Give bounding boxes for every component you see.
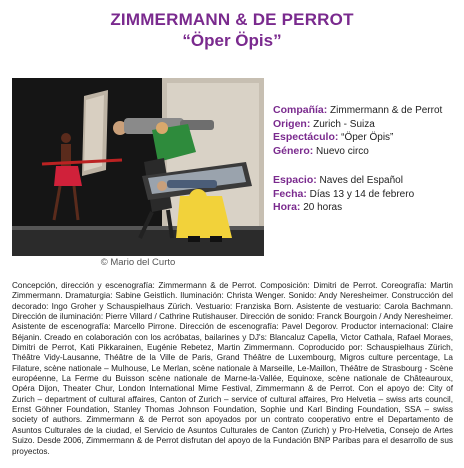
hora-label: Hora: [273,201,301,213]
espacio-value: Naves del Español [319,175,403,186]
fecha-value: Días 13 y 14 de febrero [309,188,415,200]
performance-photo [12,78,264,256]
espacio-label: Espacio: [273,174,317,186]
fecha-label: Fecha: [273,187,307,200]
info-row-compania [273,104,463,118]
info-row-espectaculo [273,131,463,145]
espectaculo-value: “Öper Öpis” [341,132,394,143]
espectaculo-label: Espectáculo: [273,131,339,143]
info-row-origen [273,118,463,132]
info-row-fecha [273,188,463,202]
info-row-hora [273,201,463,215]
origen-value: Zurich - Suiza [313,118,375,130]
info-row-espacio [273,174,463,188]
hora-value: 20 horas [303,202,343,213]
header [0,10,464,51]
info-row-genero [273,145,463,159]
compania-label: Compañía: [273,104,328,116]
show-info [273,104,463,215]
compania-value: Zimmermann & de Perrot [330,105,443,116]
genero-label: Género: [273,144,314,157]
credits-paragraph: Concepción, dirección y escenografía: Zimmermann & de Perrot. Composición: Dimitri de Perrot. Coreografía: Martin Zimmermann. Dramaturgia: Sabine Geistlich. Iluminación: Christa Wenger. Sonido: Andy Neresheimer. Construcción del decorado: Ingo Groher y Schauspielhaus Zürich. Vestuario: Franziska Born. Asistente de vestuario: Carola Bachmann. Dirección de iluminación: Pierre Villard / Cathrine Rutishauser. Dirección de sonido: Franck Bourgoin / Andy Neresheimer. Asistente de escenografía: Marcello Pirrone. Dirección de escenografía: Pavel Degorov. Productor internacional: Claire Béjanin. Creado en colaboración con los acróbatas, bailarines y DJ's: Blancaluz Capella, Victor Cathala, Rafael Moraes, Dimitri de Perrot, Kati Pikkarainen, Eugénie Rebetez, Martin Zimmermann. Coproducido por: Schauspielhaus Zürich, Théâtre Vidy-Lausanne, Théâtre de la Ville de Paris, Grand Théâtre de Luxembourg, Migros culture percentage, La Filature, scène nationale – Mulhouse, Le Merlan, scène nationale à Marseille, Le-Maillon, Théâtre de Strasbourg - Scène européenne, La Ferme du Buisson scène nationale de Marne-la-Vallée, Equinoxe, scène nationale de Châteauroux, Opéra Dijon, Theater Chur, London International Mime Festival, Zimmermann & de Perrot. Con el apoyo de: City of Zurich – department of cultural affaires, Canton of Zurich – service of cultural affaires, Pro Helvetia – swiss arts council, Ernst Göhner Foundation, Stanley Thomas Johnson Foundation, Sophie und Karl Binding Foundation, SSA – swiss society of authors. Zimmermann & de Perrot son apoyados por un contrato cooperativo entre el Departamento de Asuntos Culturales de la ciudad, el Servicio de Asuntos Culturales de Canton (Zurich) y Pro-Helvetia, Consejo de Artes Suizo. Desde 2006, Zimmermann & de Perrot disfrutan del apoyo de la Fundación BNP Paribas para el desarrollo de sus proyectos. [12,281,453,456]
page-subtitle: “Öper Öpis” [182,31,282,50]
performance-photo-illustration [12,78,264,256]
genero-value: Nuevo circo [316,145,369,157]
photo-credit: © Mario del Curto [100,257,176,268]
page-title: ZIMMERMANN & DE PERROT [110,10,354,29]
origen-label: Origen: [273,117,311,130]
